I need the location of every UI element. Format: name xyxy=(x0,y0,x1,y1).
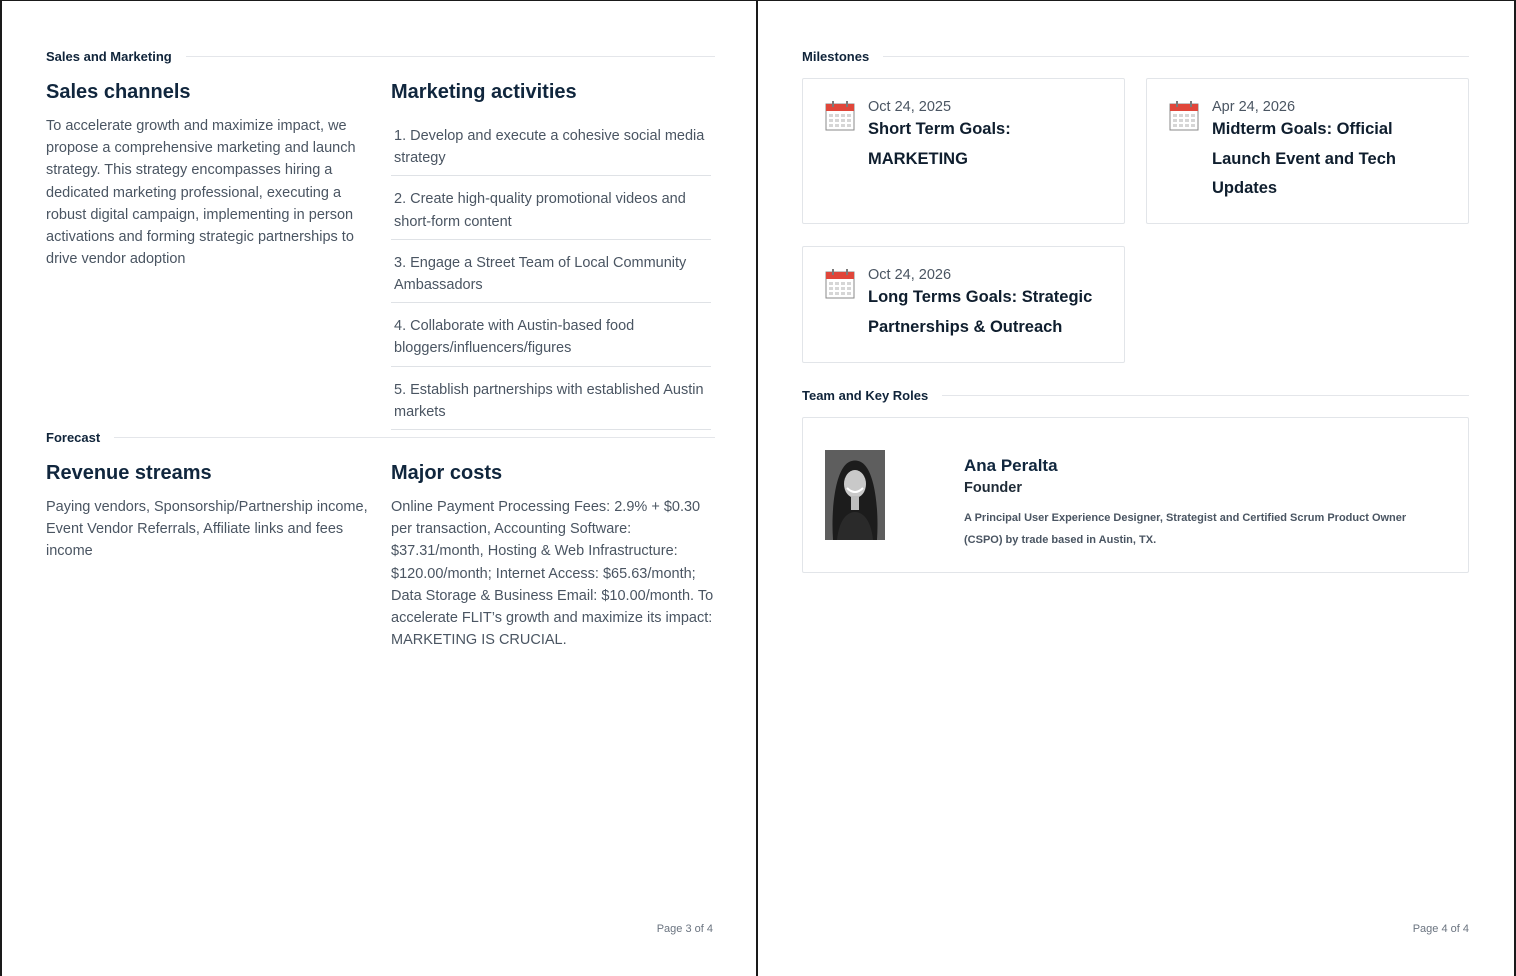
section-label-team: Team and Key Roles xyxy=(802,388,1469,403)
milestone-title: Long Terms Goals: Strategic Partnerships & Outreach xyxy=(868,288,1093,336)
revenue-streams-text: Paying vendors, Sponsorship/Partnership income, Event Vendor Referrals, Affiliate links and fees income xyxy=(46,499,368,560)
list-item: 5. Establish partnerships with established Austin markets xyxy=(391,367,711,430)
section-label-forecast: Forecast xyxy=(46,430,715,445)
milestone-card xyxy=(802,246,1125,363)
member-name: Ana Peralta xyxy=(964,456,1058,475)
revenue-streams-title: Revenue streams xyxy=(46,462,212,484)
marketing-activities-list xyxy=(391,116,711,430)
milestone-date: Oct 24, 2026 xyxy=(868,267,952,283)
milestone-title: Short Term Goals: MARKETING xyxy=(868,120,1011,168)
sales-channels-text: To accelerate growth and maximize impact, we propose a comprehensive marketing and launch strategy. This strategy encompasses hiring a dedicated marketing professional, executing a robust digital campaign, implementing in person activations and forming strategic partnerships to drive vendor adoption xyxy=(46,118,356,268)
section-divider xyxy=(942,395,1469,396)
milestone-date: Oct 24, 2025 xyxy=(868,99,952,115)
page-4 xyxy=(758,0,1516,976)
section-label-sales-marketing: Sales and Marketing xyxy=(46,49,715,64)
list-item: 2. Create high-quality promotional videos and short-form content xyxy=(391,176,711,239)
sales-channels-title: Sales channels xyxy=(46,81,191,103)
major-costs-title: Major costs xyxy=(391,462,503,484)
list-item: 4. Collaborate with Austin-based food bloggers/influencers/figures xyxy=(391,303,711,366)
section-divider xyxy=(883,56,1469,57)
calendar-icon xyxy=(1169,101,1199,131)
page-number: Page 4 of 4 xyxy=(1412,923,1469,935)
section-divider xyxy=(186,56,715,57)
section-label-milestones: Milestones xyxy=(802,49,1469,64)
marketing-activities-title: Marketing activities xyxy=(391,81,577,103)
team-member-card xyxy=(802,417,1469,573)
calendar-icon xyxy=(825,101,855,131)
member-role: Founder xyxy=(964,480,1022,496)
calendar-icon xyxy=(825,269,855,299)
list-item: 3. Engage a Street Team of Local Community Ambassadors xyxy=(391,240,711,303)
major-costs-text: Online Payment Processing Fees: 2.9% + $0.30 per transaction, Accounting Software: $37.31/month, Hosting & Web Infrastructure: $120.00/month; Internet Access: $65.63/month; Data Storage & Business Email: $10.00/month. To accelerate FLIT’s growth and maximize its impact: MARKETING IS CRUCIAL. xyxy=(391,499,714,649)
member-bio: A Principal User Experience Designer, Strategist and Certified Scrum Product Owner (CSPO) by trade based in Austin, TX. xyxy=(964,512,1407,546)
milestone-card xyxy=(802,78,1125,224)
milestone-date: Apr 24, 2026 xyxy=(1212,99,1296,115)
page-number: Page 3 of 4 xyxy=(656,923,713,935)
avatar xyxy=(825,450,885,540)
milestone-card xyxy=(1146,78,1469,224)
milestone-title: Midterm Goals: Official Launch Event and Tech Updates xyxy=(1212,120,1396,197)
list-item: 1. Develop and execute a cohesive social media strategy xyxy=(391,116,711,176)
section-divider xyxy=(114,437,715,438)
